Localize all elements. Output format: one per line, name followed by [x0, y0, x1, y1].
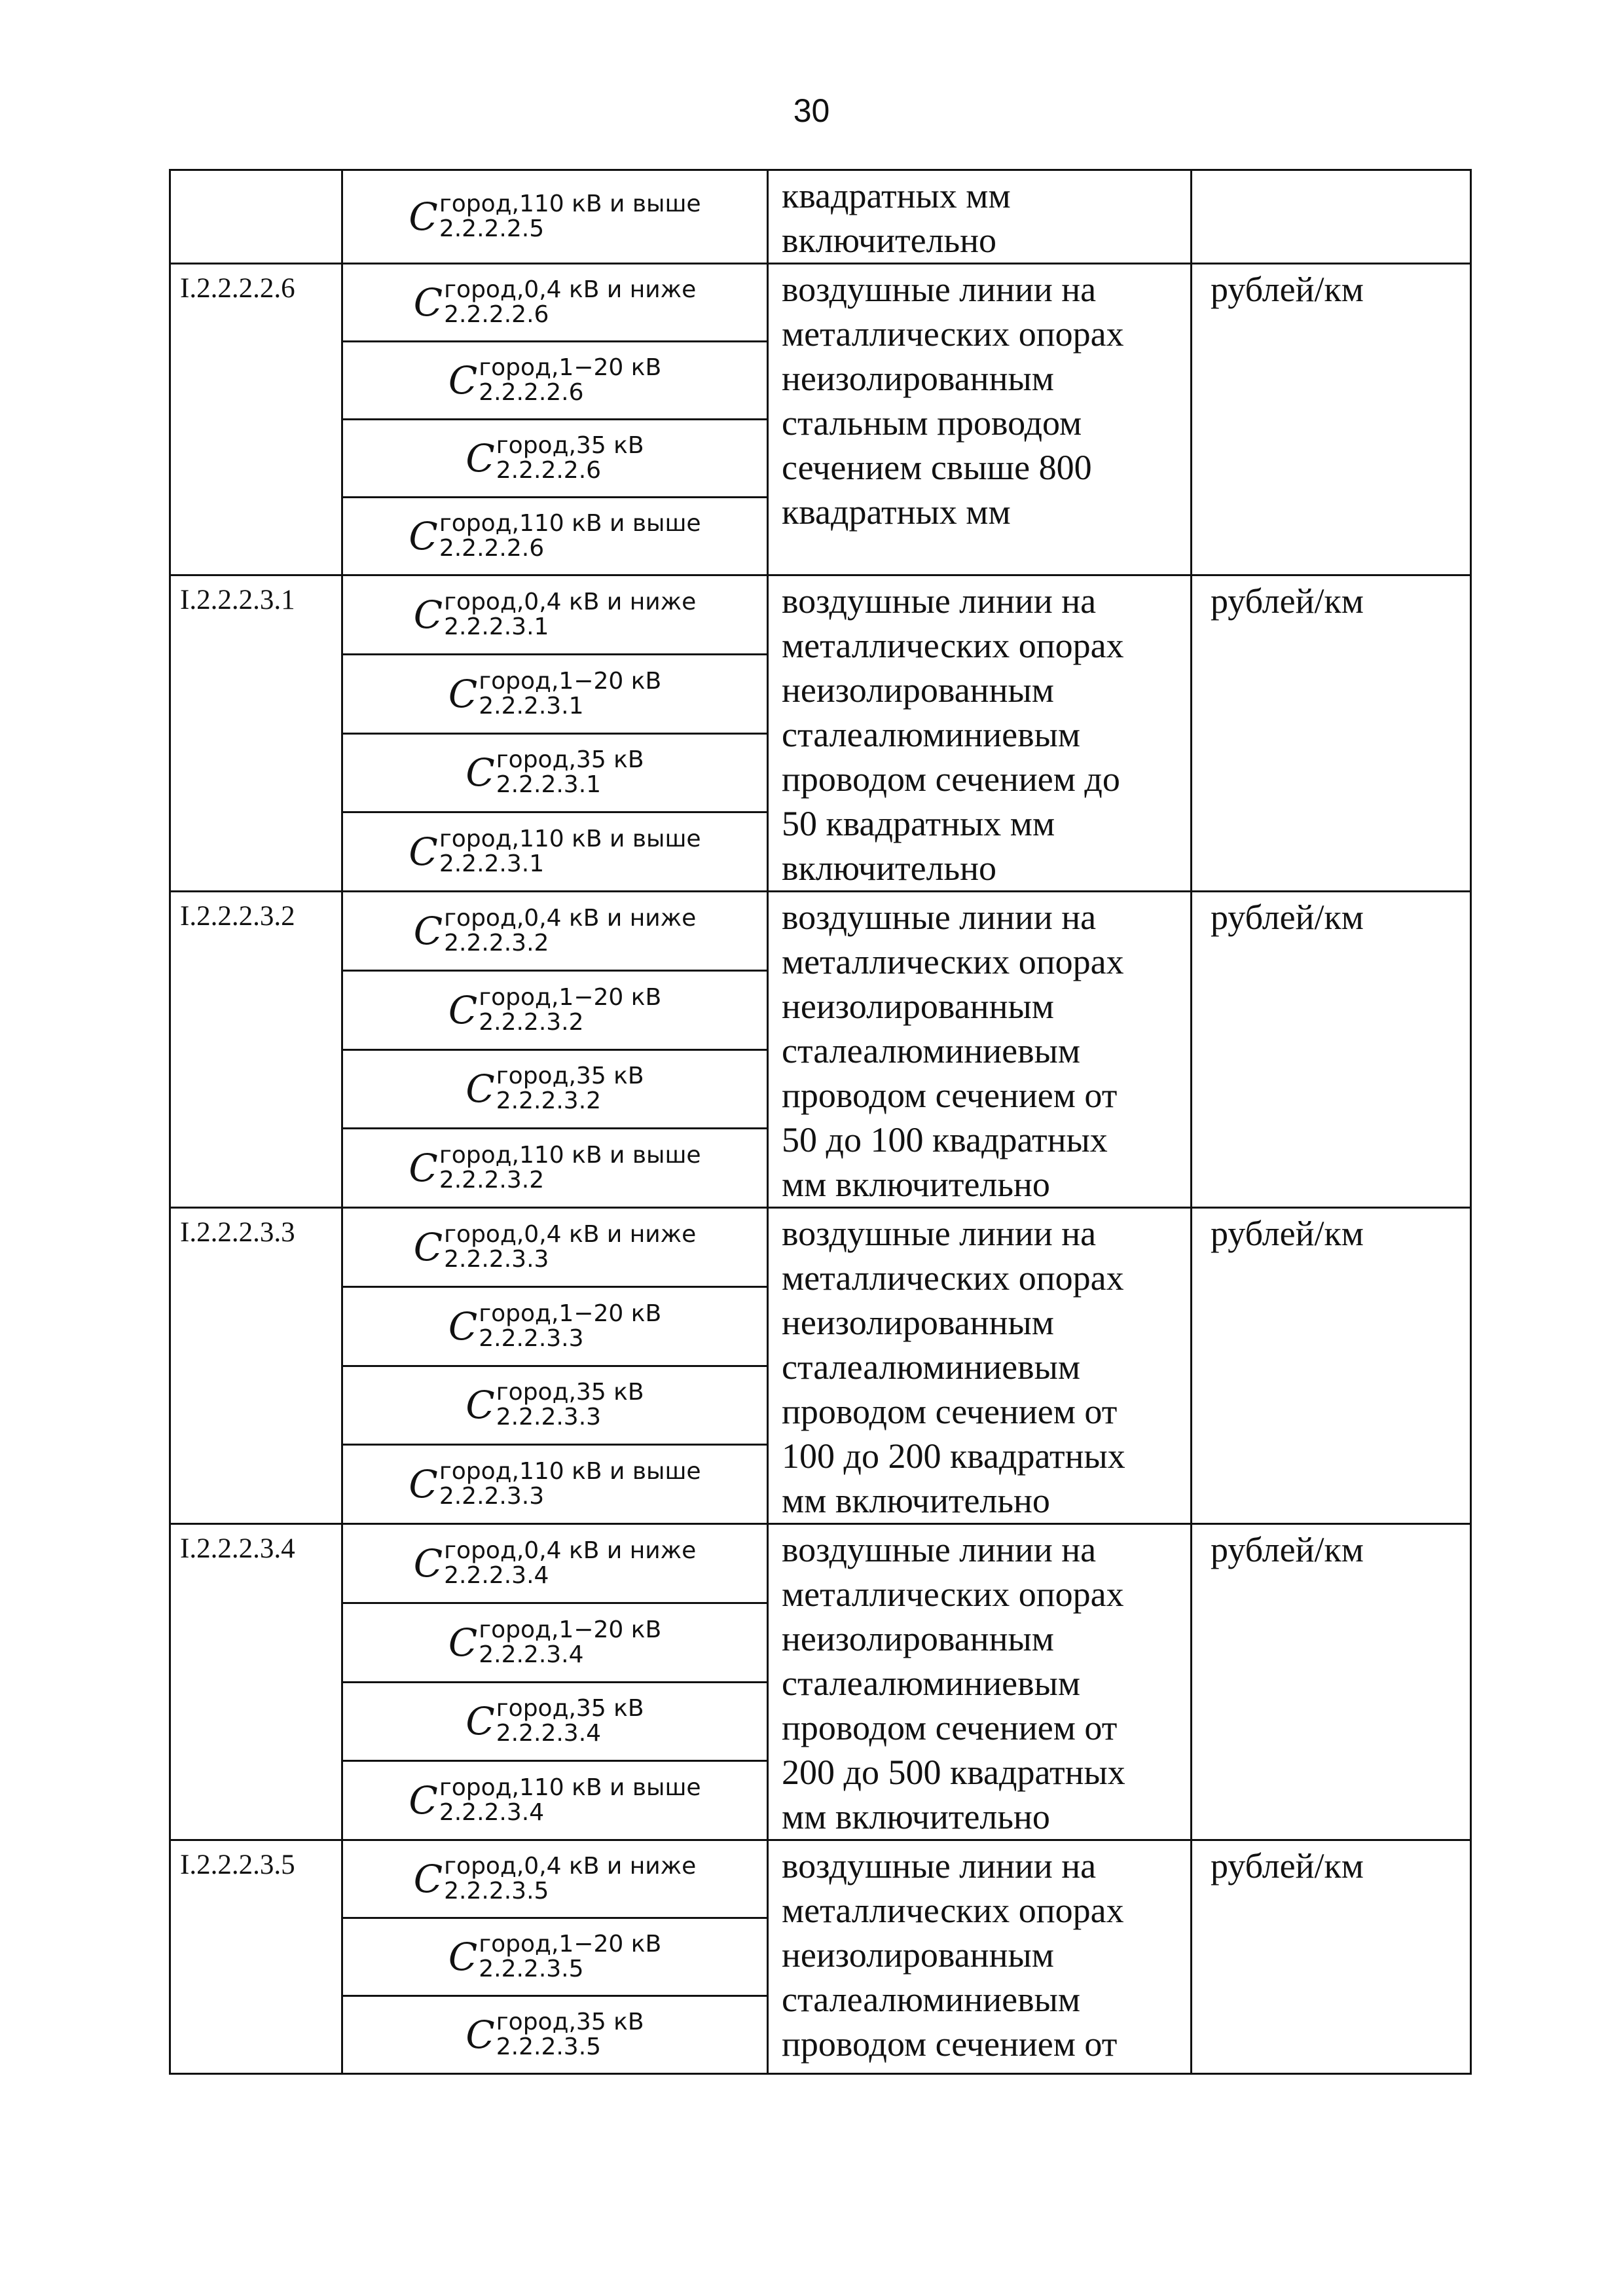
symbol-letter: C [409, 1146, 438, 1191]
symbol-letter: C [465, 750, 495, 795]
rate-symbol [465, 433, 644, 483]
symbol-letter: C [448, 1935, 478, 1979]
symbol-letter: C [448, 671, 478, 716]
symbol-subscript: 2.2.2.3.2 [479, 1008, 584, 1036]
row-unit-cell [1192, 1840, 1471, 2074]
row-unit-cell [1192, 892, 1471, 1208]
rate-symbol [414, 590, 696, 640]
description-line: неизолированным [782, 987, 1054, 1026]
row-unit-cell [1192, 575, 1471, 892]
symbol-subscript: 2.2.2.3.4 [496, 1720, 602, 1747]
row-description-cell [768, 575, 1192, 892]
symbol-superscript: город,1−20 кВ [479, 983, 662, 1011]
symbol-letter: C [409, 514, 438, 558]
description-line: квадратных мм [782, 492, 1011, 532]
description-line: металлических опорах [782, 1258, 1124, 1298]
description-line: проводом сечением до [782, 759, 1120, 799]
row-description-cell [768, 170, 1192, 264]
rate-symbol [409, 192, 701, 242]
symbol-superscript: город,0,4 кВ и ниже [444, 1220, 697, 1248]
rate-symbol-cell [342, 1208, 768, 1287]
symbol-subscript: 2.2.2.3.4 [439, 1799, 545, 1827]
rate-symbol-cell [342, 654, 768, 733]
rate-symbol [465, 1064, 644, 1114]
rate-symbol-cell [342, 1445, 768, 1524]
description-line: 100 до 200 квадратных [782, 1436, 1125, 1476]
rate-symbol [414, 906, 696, 956]
rate-symbol-cell [342, 1129, 768, 1208]
description-line: воздушные линии на [782, 581, 1097, 621]
rate-symbol-cell [342, 575, 768, 655]
description-line: включительно [782, 221, 997, 260]
symbol-superscript: город,110 кВ и выше [439, 826, 701, 853]
rates-table [169, 169, 1472, 2075]
rate-symbol [448, 1932, 661, 1982]
row-code-cell [170, 1840, 342, 2074]
row-unit-cell [1192, 170, 1471, 264]
rate-symbol-cell [342, 1761, 768, 1840]
symbol-superscript: город,110 кВ и выше [439, 510, 701, 537]
symbol-letter: C [409, 829, 438, 875]
table-row [170, 892, 1471, 971]
symbol-letter: C [413, 1540, 443, 1586]
rate-symbol-cell [342, 1918, 768, 1996]
symbol-letter: C [465, 2013, 495, 2057]
symbol-superscript: город,35 кВ [496, 1695, 644, 1722]
table-row [170, 1208, 1471, 1287]
table-row-continuation [170, 170, 1471, 264]
row-unit: рублей/км [1211, 1846, 1364, 1886]
symbol-superscript: город,0,4 кВ и ниже [444, 276, 697, 303]
row-code-cell [170, 575, 342, 892]
rate-symbol [448, 669, 661, 719]
symbol-letter: C [413, 592, 443, 637]
row-code: I.2.2.2.3.4 [180, 1533, 295, 1564]
rate-symbol-cell [342, 733, 768, 812]
symbol-letter: C [409, 1778, 438, 1823]
description-line: квадратных мм [782, 176, 1011, 215]
row-unit-cell [1192, 1208, 1471, 1524]
rate-symbol-cell [342, 970, 768, 1049]
rate-symbol [409, 827, 701, 877]
row-description-cell [768, 1208, 1192, 1524]
symbol-letter: C [448, 987, 478, 1032]
rate-symbol-cell [342, 1603, 768, 1682]
symbol-subscript: 2.2.2.3.5 [479, 1956, 584, 1982]
description-line: включительно [782, 848, 997, 888]
description-line: сталеалюминиевым [782, 715, 1081, 754]
description-line: 50 квадратных мм [782, 804, 1055, 843]
symbol-subscript: 2.2.2.2.6 [444, 301, 549, 328]
symbol-subscript: 2.2.2.3.3 [496, 1404, 602, 1431]
row-description-cell [768, 1840, 1192, 2074]
row-unit: рублей/км [1211, 270, 1364, 309]
description-line: металлических опорах [782, 314, 1124, 354]
rate-symbol-cell [342, 892, 768, 971]
page-number: 30 [793, 92, 830, 129]
symbol-letter: C [413, 1857, 443, 1901]
symbol-superscript: город,1−20 кВ [479, 667, 662, 695]
rate-symbol [465, 2010, 644, 2060]
rate-symbol [414, 1539, 696, 1588]
row-code: I.2.2.2.3.2 [180, 901, 295, 932]
symbol-subscript: 2.2.2.3.4 [444, 1561, 549, 1589]
description-line: проводом сечением от [782, 2024, 1118, 2064]
symbol-superscript: город,35 кВ [496, 432, 644, 459]
symbol-letter: C [448, 1620, 478, 1665]
symbol-letter: C [413, 280, 443, 325]
symbol-subscript: 2.2.2.3.5 [496, 2033, 602, 2060]
symbol-subscript: 2.2.2.3.1 [479, 692, 584, 720]
rate-symbol [409, 1459, 701, 1509]
symbol-letter: C [409, 1462, 438, 1507]
description-line: воздушные линии на [782, 898, 1097, 937]
symbol-superscript: город,110 кВ и выше [439, 1142, 701, 1169]
row-code: I.2.2.2.3.3 [180, 1217, 295, 1248]
description-line: сталеалюминиевым [782, 1347, 1081, 1387]
row-unit: рублей/км [1211, 581, 1364, 621]
symbol-superscript: город,1−20 кВ [479, 1931, 662, 1958]
rate-symbol-cell [342, 170, 768, 264]
symbol-subscript: 2.2.2.3.1 [444, 613, 549, 640]
symbol-subscript: 2.2.2.3.1 [496, 771, 602, 799]
symbol-superscript: город,110 кВ и выше [439, 191, 701, 217]
description-line: стальным проводом [782, 403, 1082, 443]
row-code-cell [170, 892, 342, 1208]
description-line: сталеалюминиевым [782, 1664, 1081, 1703]
symbol-superscript: город,35 кВ [496, 2009, 644, 2035]
row-unit-cell [1192, 264, 1471, 575]
rate-symbol-cell [342, 264, 768, 342]
row-unit-cell [1192, 1524, 1471, 1840]
symbol-subscript: 2.2.2.3.4 [479, 1641, 584, 1668]
symbol-subscript: 2.2.2.2.6 [479, 379, 584, 406]
row-description-cell [768, 1524, 1192, 1840]
table-row [170, 264, 1471, 342]
rate-symbol-cell [342, 1366, 768, 1445]
description-line: проводом сечением от [782, 1392, 1118, 1431]
rate-symbol-cell [342, 420, 768, 498]
symbol-superscript: город,0,4 кВ и ниже [444, 904, 697, 932]
symbol-letter: C [448, 358, 478, 403]
row-code: I.2.2.2.2.6 [180, 273, 295, 304]
symbol-superscript: город,0,4 кВ и ниже [444, 1853, 697, 1880]
symbol-letter: C [413, 908, 443, 953]
symbol-subscript: 2.2.2.3.3 [444, 1245, 549, 1273]
rate-symbol [448, 355, 661, 405]
table-row [170, 1524, 1471, 1603]
row-description-cell [768, 892, 1192, 1208]
rate-symbol [414, 1854, 696, 1904]
description-line: воздушные линии на [782, 1530, 1097, 1569]
row-unit: рублей/км [1211, 1530, 1364, 1569]
symbol-subscript: 2.2.2.3.2 [444, 929, 549, 957]
rate-symbol-cell [342, 812, 768, 892]
description-line: сталеалюминиевым [782, 1031, 1081, 1070]
symbol-superscript: город,35 кВ [496, 746, 644, 774]
rate-symbol [409, 511, 701, 561]
description-line: 200 до 500 квадратных [782, 1753, 1125, 1792]
row-code-cell [170, 264, 342, 575]
symbol-subscript: 2.2.2.3.3 [479, 1324, 584, 1352]
row-code-cell [170, 1208, 342, 1524]
description-line: неизолированным [782, 359, 1054, 398]
row-unit: рублей/км [1211, 898, 1364, 937]
rate-symbol [409, 1776, 701, 1825]
description-line: неизолированным [782, 670, 1054, 710]
description-line: воздушные линии на [782, 270, 1097, 309]
rate-symbol-cell [342, 1682, 768, 1761]
symbol-subscript: 2.2.2.3.1 [439, 850, 545, 878]
rate-symbol [414, 278, 696, 327]
rate-symbol-cell [342, 342, 768, 420]
row-code-cell [170, 170, 342, 264]
symbol-subscript: 2.2.2.3.3 [439, 1483, 545, 1510]
row-code-cell [170, 1524, 342, 1840]
description-line: неизолированным [782, 1935, 1054, 1975]
rate-symbol [465, 1696, 644, 1746]
symbol-letter: C [409, 194, 438, 239]
symbol-superscript: город,1−20 кВ [479, 354, 662, 381]
description-line: мм включительно [782, 1797, 1050, 1836]
description-line: металлических опорах [782, 626, 1124, 665]
rate-symbol [448, 1618, 661, 1667]
row-code: I.2.2.2.3.1 [180, 585, 295, 615]
symbol-superscript: город,0,4 кВ и ниже [444, 588, 697, 615]
symbol-subscript: 2.2.2.3.2 [439, 1167, 545, 1194]
symbol-letter: C [465, 1383, 495, 1428]
symbol-letter: C [413, 1224, 443, 1269]
description-line: воздушные линии на [782, 1214, 1097, 1253]
description-line: проводом сечением от [782, 1076, 1118, 1115]
row-description-cell [768, 264, 1192, 575]
rate-symbol [465, 748, 644, 797]
description-line: металлических опорах [782, 942, 1124, 981]
symbol-subscript: 2.2.2.3.5 [444, 1878, 549, 1904]
row-code: I.2.2.2.3.5 [180, 1850, 295, 1880]
description-line: проводом сечением от [782, 1708, 1118, 1747]
table-row [170, 575, 1471, 655]
rate-symbol [414, 1222, 696, 1272]
symbol-subscript: 2.2.2.2.6 [496, 457, 602, 484]
symbol-superscript: город,1−20 кВ [479, 1300, 662, 1327]
description-line: металлических опорах [782, 1575, 1124, 1614]
symbol-superscript: город,110 кВ и выше [439, 1458, 701, 1485]
symbol-letter: C [465, 1066, 495, 1112]
description-line: мм включительно [782, 1481, 1050, 1520]
description-line: сечением свыше 800 [782, 448, 1092, 487]
rate-symbol-cell [342, 1049, 768, 1129]
row-unit: рублей/км [1211, 1214, 1364, 1253]
symbol-subscript: 2.2.2.2.5 [439, 215, 545, 242]
description-line: воздушные линии на [782, 1846, 1097, 1886]
rate-symbol-cell [342, 1286, 768, 1366]
rate-symbol [465, 1380, 644, 1430]
symbol-subscript: 2.2.2.2.6 [439, 535, 545, 562]
symbol-superscript: город,35 кВ [496, 1063, 644, 1090]
description-line: мм включительно [782, 1165, 1050, 1204]
rate-symbol [448, 985, 661, 1035]
rate-symbol [448, 1302, 661, 1351]
rate-symbol-cell [342, 498, 768, 575]
rate-symbol-cell [342, 1524, 768, 1603]
symbol-superscript: город,1−20 кВ [479, 1616, 662, 1643]
symbol-letter: C [465, 1699, 495, 1744]
description-line: 50 до 100 квадратных [782, 1120, 1108, 1159]
description-line: сталеалюминиевым [782, 1980, 1081, 2019]
table-row [170, 1840, 1471, 1918]
rate-symbol-cell [342, 1840, 768, 1918]
symbol-subscript: 2.2.2.3.2 [496, 1087, 602, 1115]
symbol-letter: C [465, 436, 495, 481]
symbol-superscript: город,0,4 кВ и ниже [444, 1537, 697, 1564]
description-line: металлических опорах [782, 1891, 1124, 1930]
description-line: неизолированным [782, 1303, 1054, 1342]
description-line: неизолированным [782, 1619, 1054, 1658]
rate-symbol [409, 1143, 701, 1193]
symbol-superscript: город,110 кВ и выше [439, 1774, 701, 1802]
symbol-superscript: город,35 кВ [496, 1379, 644, 1406]
rate-symbol-cell [342, 1996, 768, 2074]
symbol-letter: C [448, 1303, 478, 1349]
